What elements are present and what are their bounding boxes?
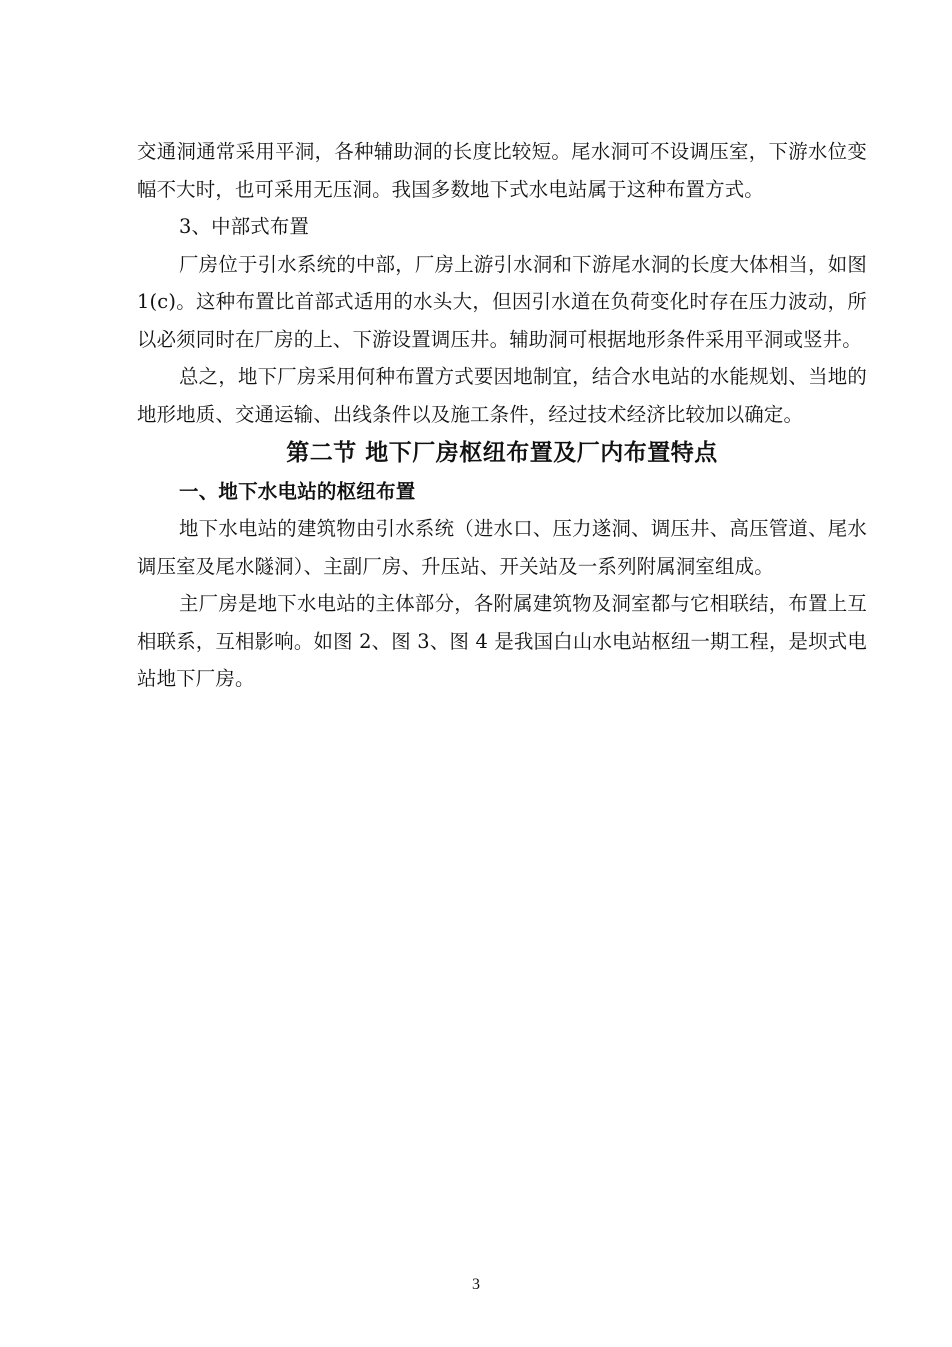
paragraph-traffic-tunnel: 交通洞通常采用平洞，各种辅助洞的长度比较短。尾水洞可不设调压室，下游水位变幅不大时，也可采用无压洞。我国多数地下式水电站属于这种布置方式。 (137, 140, 867, 201)
page-number: 3 (472, 1276, 480, 1293)
paragraph-structures: 地下水电站的建筑物由引水系统（进水口、压力遂洞、调压井、高压管道、尾水调压室及尾水隧洞）、主副厂房、升压站、开关站及一系列附属洞室组成。 (137, 517, 867, 578)
paragraph-middle-layout: 厂房位于引水系统的中部，厂房上游引水洞和下游尾水洞的长度大体相当，如图 1(c)。这种布置比首部式适用的水头大，但因引水道在负荷变化时存在压力波动，所以必须同时在厂房的上、下游设置调压井。辅助洞可根据地形条件采用平洞或竖井。 (137, 252, 867, 351)
subsection-title: 一、地下水电站的枢纽布置 (179, 480, 416, 503)
paragraph-main-powerhouse: 主厂房是地下水电站的主体部分，各附属建筑物及洞室都与它相联结，布置上互相联系，互相影响。如图 2、图 3、图 4 是我国白山水电站枢纽一期工程，是坝式电站地下厂房。 (137, 592, 867, 690)
section-title: 第二节 地下厂房枢纽布置及厂内布置特点 (286, 440, 718, 466)
page-content (137, 133, 867, 698)
paragraph-summary: 总之，地下厂房采用何种布置方式要因地制宜，结合水电站的水能规划、当地的地形地质、交通运输、出线条件以及施工条件，经过技术经济比较加以确定。 (137, 365, 867, 426)
heading-middle-layout: 3、中部式布置 (179, 215, 310, 238)
